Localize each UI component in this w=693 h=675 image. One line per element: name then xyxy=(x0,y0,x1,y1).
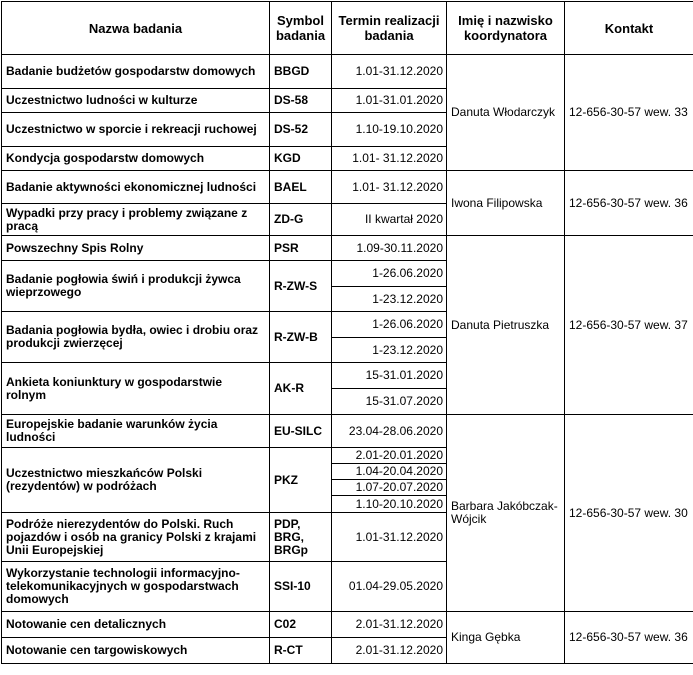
coordinator-contact: 12-656-30-57 wew. 30 xyxy=(565,415,693,612)
coordinator-contact: 12-656-30-57 wew. 33 xyxy=(565,55,693,171)
table-row xyxy=(2,612,693,638)
survey-name: Ankieta koniunktury w gospodarstwie rolnym xyxy=(2,363,270,415)
survey-term: 15-31.01.2020 xyxy=(332,363,447,389)
survey-term: 2.01-31.12.2020 xyxy=(332,612,447,638)
survey-symbol: DS-52 xyxy=(270,113,332,147)
survey-symbol: PSR xyxy=(270,236,332,261)
survey-name: Badanie pogłowia świń i produkcji żywca wieprzowego xyxy=(2,261,270,312)
survey-term: 1.01- 31.12.2020 xyxy=(332,147,447,171)
survey-symbol: DS-58 xyxy=(270,89,332,113)
survey-term: 2.01-20.01.2020 xyxy=(332,448,447,464)
table-row xyxy=(2,55,693,89)
survey-symbol: EU-SILC xyxy=(270,415,332,448)
table-row xyxy=(2,415,693,448)
coordinator-name: Danuta Pietruszka xyxy=(447,236,565,415)
survey-symbol: BBGD xyxy=(270,55,332,89)
coordinator-name: Danuta Włodarczyk xyxy=(447,55,565,171)
header-contact: Kontakt xyxy=(565,2,693,55)
survey-name: Notowanie cen targowiskowych xyxy=(2,638,270,664)
survey-name: Kondycja gospodarstw domowych xyxy=(2,147,270,171)
survey-name: Powszechny Spis Rolny xyxy=(2,236,270,261)
survey-name: Wypadki przy pracy i problemy związane z pracą xyxy=(2,204,270,236)
survey-term: 1.04-20.04.2020 xyxy=(332,464,447,480)
survey-term: 15-31.07.2020 xyxy=(332,389,447,415)
header-term: Termin realizacji badania xyxy=(332,2,447,55)
survey-term: 1-26.06.2020 xyxy=(332,261,447,287)
survey-name: Notowanie cen detalicznych xyxy=(2,612,270,638)
survey-term: 1.01-31.12.2020 xyxy=(332,55,447,89)
survey-symbol: AK-R xyxy=(270,363,332,415)
survey-symbol: PDP, BRG, BRGp xyxy=(270,513,332,562)
survey-symbol: R-CT xyxy=(270,638,332,664)
survey-name: Badanie aktywności ekonomicznej ludności xyxy=(2,171,270,204)
coordinator-contact: 12-656-30-57 wew. 36 xyxy=(565,171,693,236)
header-coordinator: Imię i nazwisko koordynatora xyxy=(447,2,565,55)
survey-term: 1-26.06.2020 xyxy=(332,312,447,338)
survey-term: 1.07-20.07.2020 xyxy=(332,480,447,496)
survey-term: 1.09-30.11.2020 xyxy=(332,236,447,261)
survey-term: 1.10-19.10.2020 xyxy=(332,113,447,147)
survey-symbol: R-ZW-B xyxy=(270,312,332,363)
survey-symbol: KGD xyxy=(270,147,332,171)
survey-term: 23.04-28.06.2020 xyxy=(332,415,447,448)
survey-name: Uczestnictwo mieszkańców Polski (rezydentów) w podróżach xyxy=(2,448,270,513)
survey-name: Europejskie badanie warunków życia ludności xyxy=(2,415,270,448)
coordinator-name: Barbara Jakóbczak-Wójcik xyxy=(447,415,565,612)
survey-term: 1.01- 31.12.2020 xyxy=(332,171,447,204)
survey-term: 1.01-31.12.2020 xyxy=(332,513,447,562)
survey-table xyxy=(1,1,693,664)
survey-term: 1-23.12.2020 xyxy=(332,338,447,363)
survey-term: 1-23.12.2020 xyxy=(332,287,447,312)
survey-symbol: BAEL xyxy=(270,171,332,204)
survey-symbol: SSI-10 xyxy=(270,562,332,612)
coordinator-name: Kinga Gębka xyxy=(447,612,565,664)
header-row xyxy=(2,2,693,55)
survey-term: 1.10-20.10.2020 xyxy=(332,496,447,513)
survey-name: Badanie budżetów gospodarstw domowych xyxy=(2,55,270,89)
header-name: Nazwa badania xyxy=(2,2,270,55)
survey-name: Wykorzystanie technologii informacyjno-telekomunikacyjnych w gospodarstwach domowych xyxy=(2,562,270,612)
survey-symbol: PKZ xyxy=(270,448,332,513)
survey-term: 1.01-31.01.2020 xyxy=(332,89,447,113)
survey-term: 01.04-29.05.2020 xyxy=(332,562,447,612)
survey-name: Uczestnictwo ludności w kulturze xyxy=(2,89,270,113)
table-row xyxy=(2,236,693,261)
survey-symbol: ZD-G xyxy=(270,204,332,236)
survey-term: II kwartał 2020 xyxy=(332,204,447,236)
coordinator-contact: 12-656-30-57 wew. 37 xyxy=(565,236,693,415)
survey-term: 2.01-31.12.2020 xyxy=(332,638,447,664)
survey-name: Uczestnictwo w sporcie i rekreacji ruchowej xyxy=(2,113,270,147)
survey-symbol: C02 xyxy=(270,612,332,638)
table-row xyxy=(2,171,693,204)
survey-symbol: R-ZW-S xyxy=(270,261,332,312)
header-symbol: Symbol badania xyxy=(270,2,332,55)
coordinator-name: Iwona Filipowska xyxy=(447,171,565,236)
coordinator-contact: 12-656-30-57 wew. 36 xyxy=(565,612,693,664)
survey-name: Badania pogłowia bydła, owiec i drobiu oraz produkcji zwierzęcej xyxy=(2,312,270,363)
survey-name: Podróże nierezydentów do Polski. Ruch pojazdów i osób na granicy Polski z krajami Unii Europejskiej xyxy=(2,513,270,562)
